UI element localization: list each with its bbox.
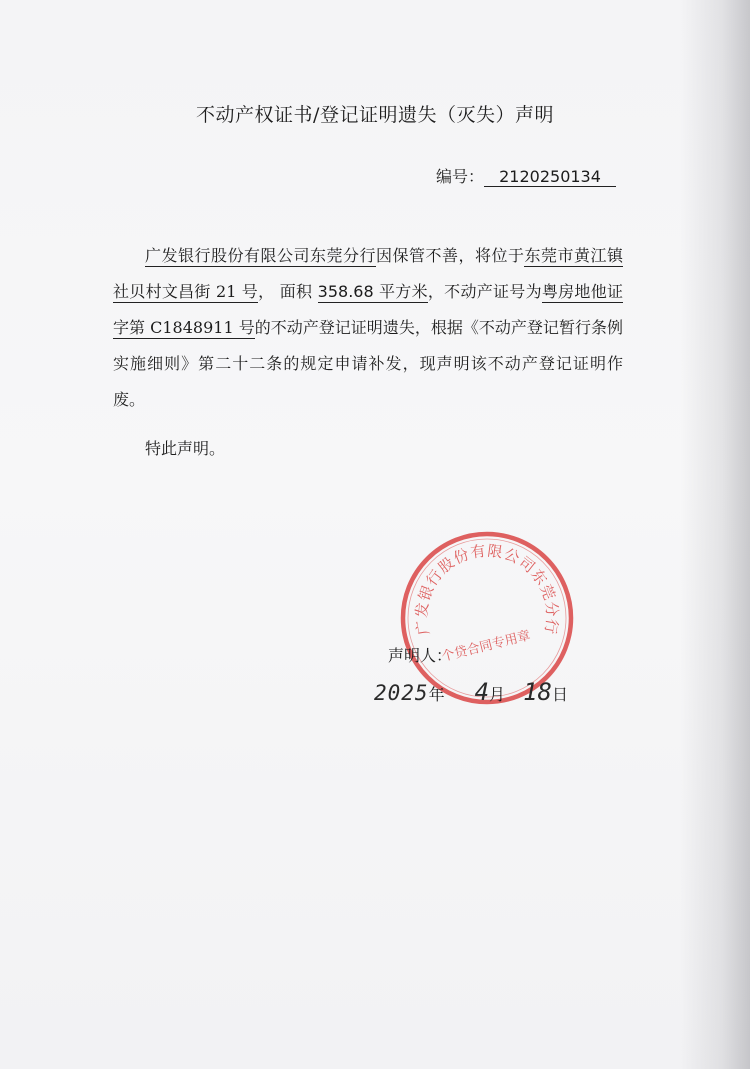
seal-top-text: 广发银行股份有限公司东莞分行 [412,541,562,637]
date-day-unit: 日 [551,685,568,704]
body-text-2: ， 面积 [258,282,318,301]
date-month-unit: 月 [489,685,506,704]
property-address: 东莞市黄江镇社贝村文昌街 21 号 [113,246,623,301]
date-day: 18 [523,678,552,706]
date-year: 2025 [374,681,429,705]
seal-inner-ring [408,539,566,697]
declarant-label: 声明人： [388,646,453,665]
number-label: 编号： [436,167,485,186]
page-edge-shadow [680,0,750,1069]
number-value: 2120250134 [484,167,616,187]
seal-bottom-text: 个贷合同专用章 [440,628,533,665]
closing-line: 特此声明。 [145,439,226,458]
certificate-number: 粤房地他证字第 C1848911 号 [113,282,623,337]
date-year-unit: 年 [428,685,445,704]
company-name: 广发银行股份有限公司东莞分行 [145,246,376,265]
body-text-1: 因保管不善，将位于 [375,246,525,265]
document-title: 不动产权证书/登记证明遗失（灭失）声明 [196,104,554,126]
signature-date [374,678,568,706]
body-text-3: ，不动产证号为 [427,282,542,301]
document-number [436,164,616,187]
statement-body [113,238,623,418]
date-month: 4 [474,678,490,706]
body-text-4: 的不动产登记证明遗失，根据《不动产登记暂行条例实施细则》第二十二条的规定申请补发，现声明该不动产登记证明作废。 [113,318,623,409]
property-area: 358.68 平方米 [317,282,428,301]
